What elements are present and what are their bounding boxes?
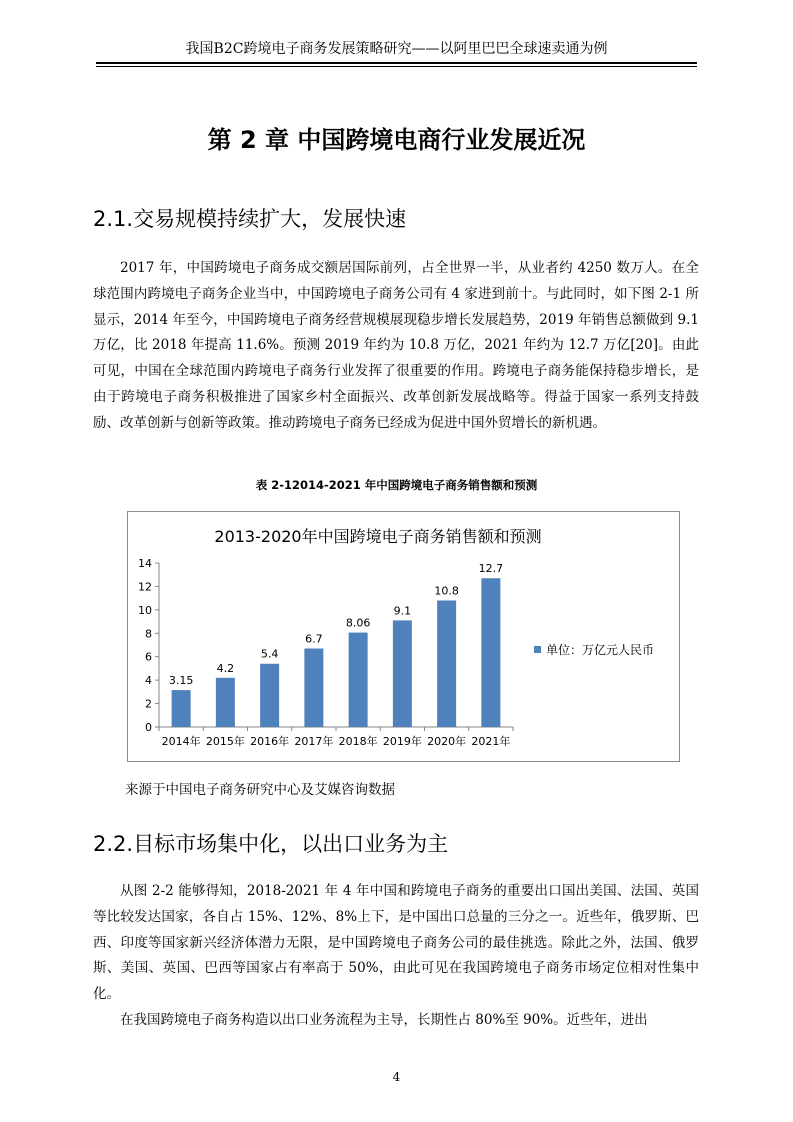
header-rule-thick	[96, 62, 697, 64]
x-tick-label: 2014年	[161, 735, 201, 748]
bar-value-label: 9.1	[393, 604, 412, 618]
running-header: 我国B2C跨境电子商务发展策略研究——以阿里巴巴全球速卖通为例	[185, 41, 608, 57]
y-tick-label: 6	[145, 650, 152, 664]
bar	[393, 620, 412, 727]
y-tick-label: 0	[145, 721, 152, 734]
paragraph-text: 在我国跨境电子商务构造以出口业务流程为主导，长期性占 80%至 90%。近些年，进出	[120, 1011, 648, 1028]
y-tick-label: 8	[145, 627, 152, 641]
bar-value-label: 8.06	[345, 616, 371, 630]
section-2-2-paragraphs	[93, 879, 699, 1034]
y-tick-label: 14	[138, 557, 152, 570]
chapter-title: 第 2 章 中国跨境电商行业发展近况	[207, 126, 586, 154]
x-tick-label: 2015年	[205, 735, 245, 748]
bar	[437, 600, 456, 727]
section-title-2-1: 2.1.交易规模持续扩大，发展快速	[93, 207, 407, 231]
legend-swatch	[534, 646, 541, 653]
section-2-1-paragraph	[93, 256, 699, 437]
header-rule-thin	[96, 66, 697, 67]
x-tick-label: 2016年	[250, 735, 290, 748]
x-tick-label: 2017年	[294, 735, 334, 748]
data-source-note: 来源于中国电子商务研究中心及艾媒咨询数据	[125, 782, 395, 798]
x-tick-label: 2021年	[471, 735, 511, 748]
x-tick-label: 2018年	[338, 735, 378, 748]
bar-value-label: 3.15	[168, 674, 194, 688]
bar-value-label: 12.7	[478, 562, 504, 576]
y-tick-label: 2	[145, 697, 152, 711]
y-tick-label: 12	[138, 580, 152, 594]
y-tick-label: 10	[138, 603, 152, 617]
paragraph-text: 2017 年，中国跨境电子商务成交额居国际前列，占全世界一半，从业者约 4250 数万人。在全球范围内跨境电子商务企业当中，中国跨境电子商务公司有 4 家进到前十。与此同时，如下图 2-1 所显示，2014 年至今，中国跨境电子商务经营规模展现稳步增长发展趋势，2019 年销售总额做到 9.1 万亿，比 2018 年提高 11.6%。预测 2019 年约为 10.8 万亿，2021 年约为 12.7 万亿[20]。由此可见，中国在全球范围内跨境电子商务行业发挥了很重要的作用。跨境电子商务能保持稳步增长，是由于跨境电子商务积极推进了国家乡村全面振兴、改革创新发展战略等。得益于国家一系列支持鼓励、改革创新与创新等政策。推动跨境电子商务已经成为促进中国外贸增长的新机遇。	[93, 260, 699, 431]
bar	[216, 678, 235, 727]
chart-title: 2013-2020年中国跨境电子商务销售额和预测	[214, 527, 542, 546]
section-title-2-2: 2.2.目标市场集中化，以出口业务为主	[93, 832, 449, 856]
bar	[349, 633, 368, 727]
chart-svg	[128, 512, 679, 761]
chart-caption: 表 2-12014-2021 年中国跨境电子商务销售额和预测	[255, 478, 538, 492]
bar	[481, 578, 500, 727]
sales-bar-chart	[127, 511, 680, 762]
paragraph-text: 从图 2-2 能够得知，2018-2021 年 4 年中国和跨境电子商务的重要出口国出美国、法国、英国等比较发达国家，各自占 15%、12%、8%上下，是中国出口总量的三分之一。近些年，俄罗斯、巴西、印度等国家新兴经济体潜力无限，是中国跨境电子商务公司的最佳挑选。除此之外，法国、俄罗斯、美国、英国、巴西等国家占有率高于 50%，由此可见在我国跨境电子商务市场定位相对性集中化。	[93, 883, 699, 1003]
bar-value-label: 5.4	[260, 647, 279, 661]
x-tick-label: 2020年	[427, 735, 467, 748]
page-number: 4	[392, 1070, 401, 1084]
x-tick-label: 2019年	[382, 735, 422, 748]
bar-value-label: 6.7	[305, 632, 323, 646]
bar	[260, 664, 279, 727]
bar	[172, 690, 191, 727]
legend-label: 单位：万亿元人民币	[546, 643, 655, 657]
bar-value-label: 4.2	[216, 661, 235, 675]
bar-value-label: 10.8	[434, 584, 459, 598]
bar	[304, 649, 323, 727]
y-tick-label: 4	[145, 674, 152, 688]
